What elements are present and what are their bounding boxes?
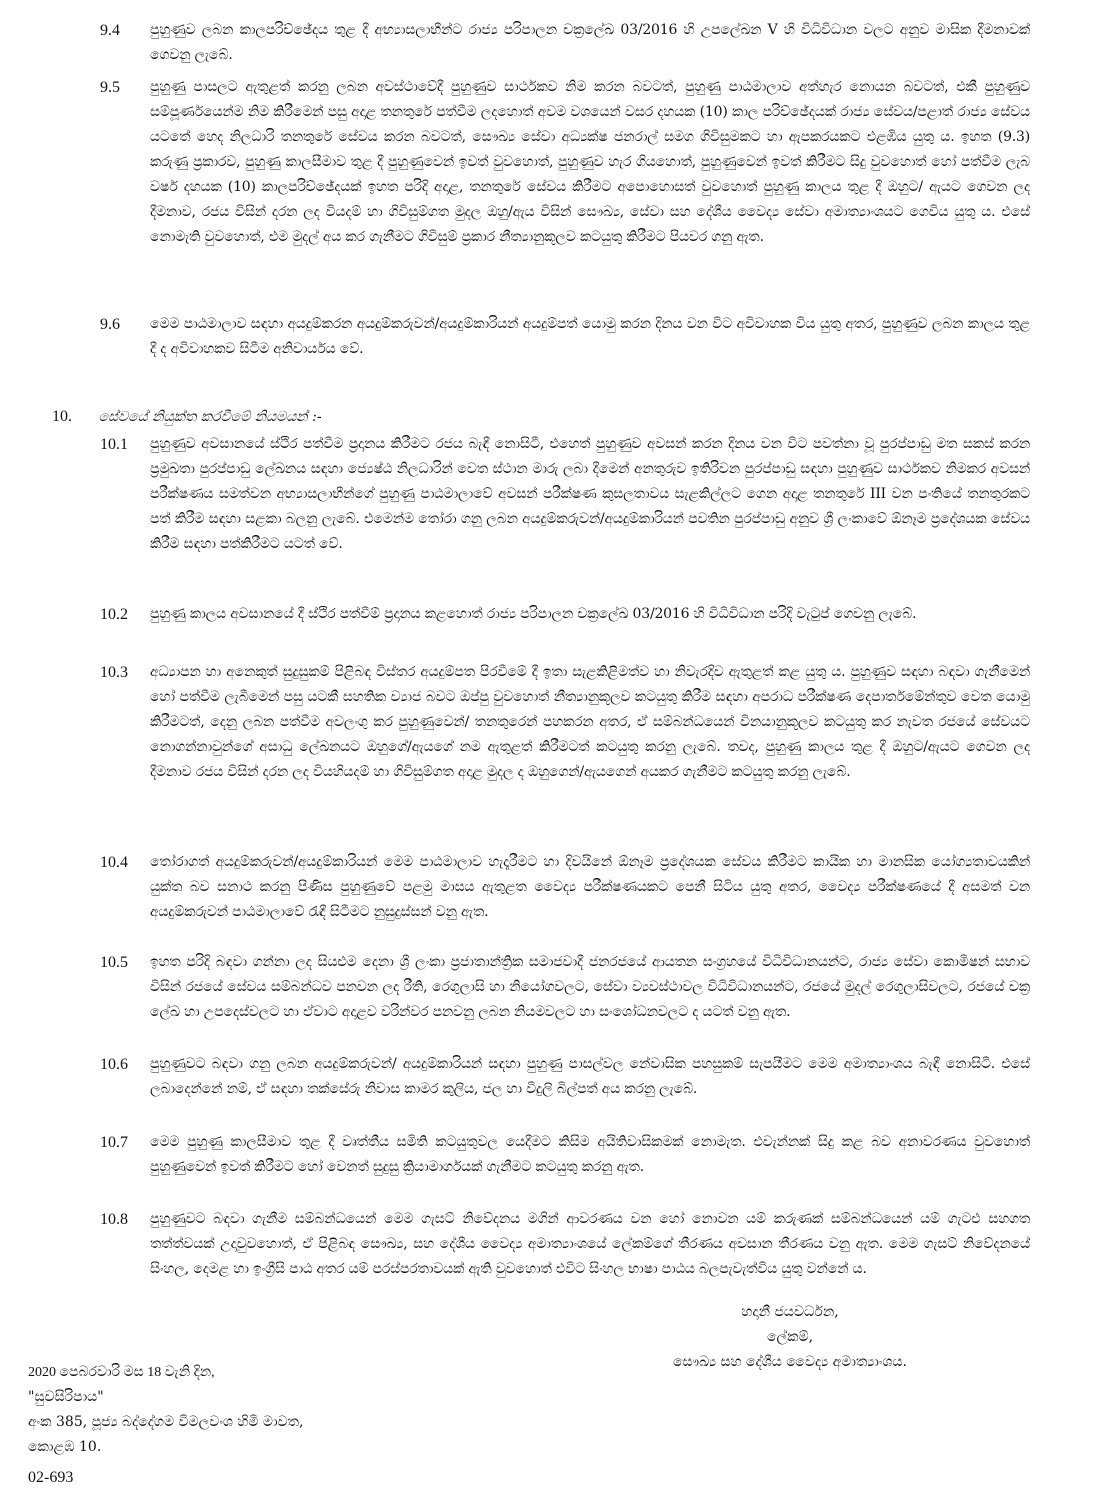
paragraph-number: 10.3 xyxy=(100,664,128,681)
address-block xyxy=(28,1360,548,1460)
paragraph-number: 9.5 xyxy=(100,79,120,96)
section-10-heading xyxy=(52,404,652,430)
signature-block xyxy=(560,1300,980,1375)
paragraph-text: ඉහත පරිදි බඳවා ගන්නා ලද සියළුම දෙනා ශ්‍රී ලංකා ප්‍රජාතාන්ත්‍රික සමාජවාදී ජනරජයේ ආයතන සංග්‍රහයේ විධිවිධානයන්ට, රාජ්‍ය සේවා කොමිෂන් සභාව විසින් රජයේ සේවය සම්බන්ධව පනවන ලද රීති, රෙගුලාසි හා නියෝගවලට, සේවා ව්‍යවස්ථාවල විධිවිධානයන්ට, රජයේ මුදල් රෙගුලාසිවලට, රජයේ චක්‍ර ලේඛ හා උපදෙස්වලට හා ඒවාට අදාළව වරින්වර පනවනු ලබන නියමවලට හා සංශෝධනවලට ද යටත් වනු ඇත. xyxy=(150,954,1030,1020)
paragraph-number: 10.8 xyxy=(100,1211,128,1228)
paragraph-number: 9.6 xyxy=(100,316,120,333)
section-number: 10. xyxy=(52,408,72,425)
city: කොළඹ 10. xyxy=(28,1439,102,1455)
paragraph-number: 10.1 xyxy=(100,436,128,453)
issue-date: 2020 පෙබරවාරි මස 18 වැනි දින, xyxy=(28,1365,215,1380)
section-title: සේවයේ නියුක්ත කරවීමේ නියමයන් :- xyxy=(98,409,322,425)
street-address: අංක 385, පූජ්‍ය බද්දේගම විමලවංශ හිමි මාවත, xyxy=(28,1414,304,1430)
paragraph-text: පුහුණුවට බඳවා ගනු ලබන අයදුම්කරුවන්/ අයදුම්කාරියන් සඳහා පුහුණු පාසල්වල නේවාසික පහසුකම් සැපයීමට මෙම අමාත්‍යාංශය බැඳී නොසිටී. එසේ ලබාදෙන්නේ නම්, ඒ සඳහා තක්සේරු නිවාස කාමර කුලිය, ජල හා විදුලි බිල්පත් අය කරනු ලැබේ. xyxy=(150,1056,1030,1097)
paragraph-number: 10.5 xyxy=(100,954,128,971)
building-name: "සුවසිරිපාය" xyxy=(28,1389,104,1405)
paragraph-text: පුහුණුව ලබන කාලපරිච්ඡේදය තුළ දී අභ්‍යාසලාභීන්ට රාජ්‍ය පරිපාලන චක්‍රලේඛ 03/2016 හි උපලේඛන V හි විධිවිධාන වලට අනුව මාසික දීමනාවක් ගෙවනු ලැබේ. xyxy=(150,22,1030,63)
document-number: 02-693 xyxy=(28,1469,74,1486)
paragraph-text: මෙම පාඨමාලාව සඳහා අයදුම්කරන අයදුම්කරුවන්/අයදුම්කාරියන් අයදුම්පත් යොමු කරන දිනය වන විට අවිවාහක විය යුතු අතර, පුහුණුව ලබන කාලය තුළ දී ද අවිවාහකව සිටීම අනිවාර්යය වේ. xyxy=(150,316,1030,357)
paragraph-text: පුහුණුවට බඳවා ගැනීම සම්බන්ධයෙන් මෙම ගැසට් නිවේදනය මගින් ආවරණය වන හෝ නොවන යම් කරුණක් සම්බන්ධයෙන් යම් ගැටළු සහගත තත්ත්වයක් උදාවුවහොත්, ඒ පිළිබඳ සෞඛ්‍ය, සහ දේශීය වෛද්‍ය අමාත්‍යාංශයේ ලේකම්ගේ තීරණය අවසාන තීරණය වනු ඇත. මෙම ගැසට් නිවේදනයේ සිංහල, දෙමළ හා ඉංග්‍රීසි පාඨ අතර යම් පරස්පරතාවයක් ඇති වුවහොත් එවිට සිංහල භාෂා පාඨය බලපැවැත්විය යුතු වන්නේ ය. xyxy=(150,1211,1030,1277)
paragraph-text: පුහුණුව අවසානයේ ස්ථිර පත්වීම ප්‍රදානය කිරීමට රජය බැඳී නොසිටී, එහෙත් පුහුණුව අවසන් කරන දිනය වන විට පවත්නා වූ පුරප්පාඩු මත සකස් කරන ප්‍රමුඛතා පුරප්පාඩු ලේඛනය සඳහා ජ්‍යෙෂ්ඨ නිලධාරින් වෙත ස්ථාන මාරු ලබා දීමෙන් අනතුරුව ඉතිරිවන පුරප්පාඩු සඳහා පුහුණුව සාර්ථකව නිමකර අවසන් පරීක්ෂණය සමත්වන අභ්‍යාසලාභීන්ගේ පුහුණු පාඨමාලාවේ අවසන් පරීක්ෂණ කුසලතාවය සැළකිල්ලට ගෙන අදාළ තනතුරේ III වන පංතියේ තනතුරකට පත් කිරීම සඳහා සළකා බලනු ලැබේ. එමෙන්ම තෝරා ගනු ලබන අයදුම්කරුවන්/අයදුම්කාරියන් පවතින පුරප්පාඩු අනුව ශ්‍රී ලංකාවේ ඕනෑම ප්‍රදේශයක සේවය කිරීම සඳහා පත්කිරීමට යටත් වේ. xyxy=(150,436,1030,552)
paragraph-number: 9.4 xyxy=(100,22,120,39)
signatory-ministry: සෞඛ්‍ය සහ දේශීය වෛද්‍ය අමාත්‍යාංශය. xyxy=(673,1354,907,1370)
paragraph-text: අධ්‍යාපන හා අනෙකුත් සුදුසුකම් පිළිබඳ විස්තර අයදුම්පත පිරවීමේ දී ඉතා සැළකිළිමත්ව හා නිවැරදිව ඇතුළත් කළ යුතු ය. පුහුණුව සඳහා බඳවා ගැනීමෙන් හෝ පත්වීම ලැබීමෙන් පසු යටකී සහතික ව්‍යාජ බවට ඔප්පු වුවහොත් නීත්‍යානුකූලව කටයුතු කිරීම සඳහා අපරාධ පරීක්ෂණ දෙපාර්තමේන්තුව වෙත යොමු කිරීමටත්, දෙනු ලබන පත්වීම අවලංගු කර පුහුණුවෙන්/ තනතුරෙන් පහකරන අතර, ඒ සම්බන්ධයෙන් විනයානුකූලව කටයුතු කර නැවත රජයේ සේවයට නොගන්නාවුන්ගේ අසාධු ලේඛනයට ඔහුගේ/ඇයගේ නම ඇතුළත් කිරීමටත් කටයුතු කරනු ලැබේ. තවද, පුහුණු කාලය තුළ දී ඔහුට/ඇයට ගෙවන ලද දීමනාව රජය විසින් දරන ලද වියහියදම් හා ගිවිසුම්ගත අදාළ මුදල ද ඔහුගෙන්/ඇයගෙන් අයකර ගැනීමට කටයුතු කරනු ලැබේ. xyxy=(150,664,1030,780)
paragraph-number: 10.6 xyxy=(100,1056,128,1073)
signatory-name: හදානී ජයවර්ධන, xyxy=(741,1304,839,1320)
signatory-title: ලේකම්, xyxy=(766,1329,814,1345)
paragraph-number: 10.7 xyxy=(100,1134,128,1151)
paragraph-number: 10.4 xyxy=(100,854,128,871)
paragraph-text: මෙම පුහුණු කාලසීමාව තුළ දී වෘත්තීය සමිති කටයුතුවල යෙදීමට කිසිම අයිතිවාසිකමක් නොමැත. එවැන්නක් සිදු කළ බව අනාවරණය වුවහොත් පුහුණුවෙන් ඉවත් කිරීමට හෝ වෙනත් සුදුසු ක්‍රියාමාර්ගයක් ගැනීමට කටයුතු කරනු ඇත. xyxy=(150,1134,1030,1175)
paragraph-text: තෝරාගත් අයදුම්කරුවන්/අයදුම්කාරියන් මෙම පාඨමාලාව හැදෑරීමට හා දිවයිනේ ඕනෑම ප්‍රදේශයක සේවය කිරීමට කායික හා මානසික යෝග්‍යතාවයකින් යුක්ත බව සනාථ කරනු පිණිස පුහුණුවේ පළමු මාසය ඇතුළත වෛද්‍ය පරීක්ෂණයකට පෙනී සිටිය යුතු අතර, වෛද්‍ය පරීක්ෂණයේ දී අසමත් වන අයදුම්කරුවන් පාඨමාලාවේ රැඳී සිටීමට නුසුදුස්සන් වනු ඇත. xyxy=(150,854,1030,920)
paragraph-text: පුහුණු පාසලට ඇතුළත් කරනු ලබන අවස්ථාවේදී පුහුණුව සාර්ථකව නිම කරන බවටත්, පුහුණු පාඨමාලාව අත්හැර නොයන බවටත්, එකී පුහුණුව සම්පූර්ණයෙන්ම නිම කිරීමෙන් පසු අදාළ තනතුරේ පත්වීම ලදහොත් අවම වශයෙන් වසර දහයක (10) කාල පරිච්ඡේදයක් රාජ්‍ය සේවය/පළාත් රාජ්‍ය සේවය යටතේ හෙද නිලධාරි තනතුරේ සේවය කරන බවටත්, සෞඛ්‍ය සේවා අධ්‍යක්ෂ ජනරාල් සමග ගිවිසුමකට හා ඇපකරයකට එළඹිය යුතු ය. ඉහත (9.3) කරුණු ප්‍රකාරව, පුහුණු කාලසීමාව තුළ දී පුහුණුවෙන් ඉවත් වුවහොත්, පුහුණුව හැර ගියහොත්, පුහුණුවෙන් ඉවත් කිරීමට සිදු වුවහොත් හෝ පත්වීම ලැබ වර්ෂ දහයක (10) කාලපරිච්ඡේදයක් ඉහත පරිදි අදාළ, තනතුරේ සේවය කිරීමට අපොහොසත් වුවහොත් පුහුණු කාලය තුළ දී ඔහුට/ ඇයට ගෙවන ලද දීමනාව, රජය විසින් දරන ලද වියදම් හා ගිවිසුම්ගත මුදල ඔහු/ඇය විසින් සෞඛ්‍ය, සේවා සහ දේශීය වෛද්‍ය සේවා අමාත්‍යාංශයට ගෙවිය යුතු ය. එසේ නොමැති වුවහොත්, එම මුදල් අය කර ගැනීමට ගිවිසුම් ප්‍රකාර නීත්‍යානුකූලව කටයුතු කිරීමට පියවර ගනු ඇත. xyxy=(150,79,1030,245)
paragraph-text: පුහුණු කාලය අවසානයේ දී ස්ථිර පත්වීම් ප්‍රදානය කළහොත් රාජ්‍ය පරිපාලන චක්‍රලේඛ 03/2016 හි විධිවිධාන පරිදි වැටුප් ගෙවනු ලැබේ. xyxy=(150,606,917,622)
paragraph-number: 10.2 xyxy=(100,606,128,623)
